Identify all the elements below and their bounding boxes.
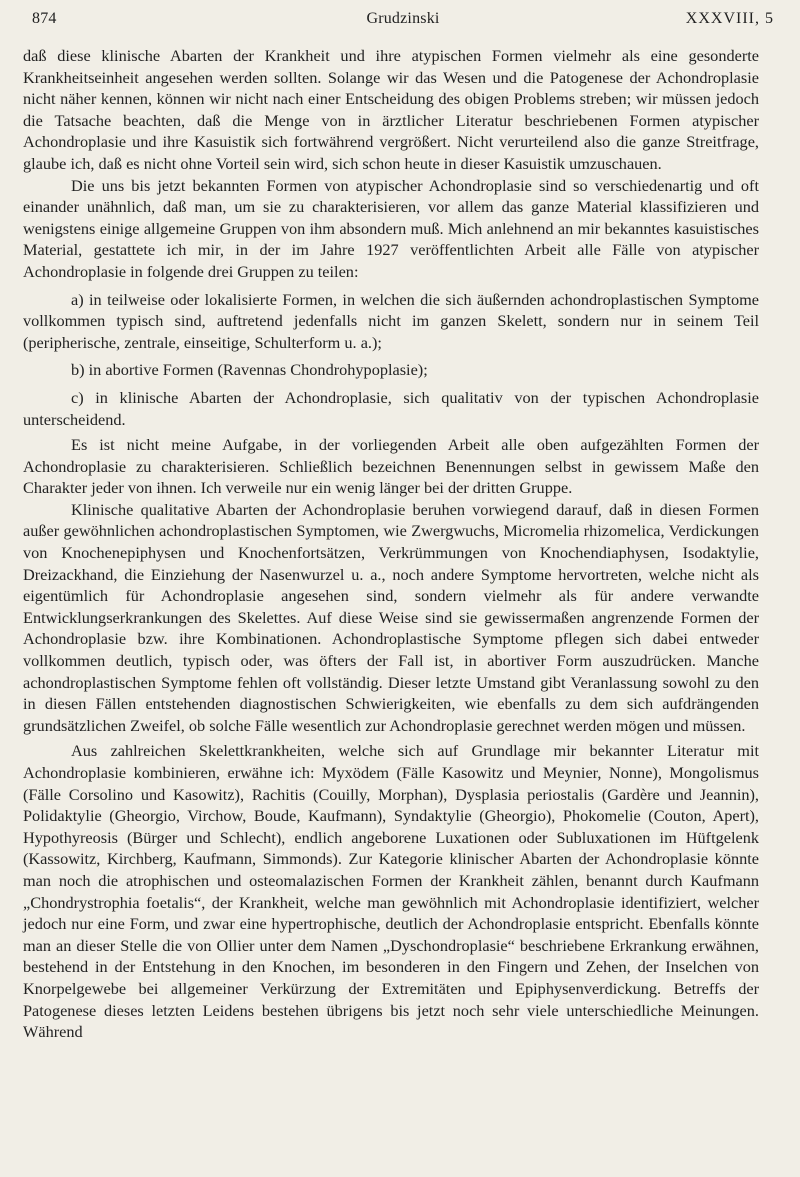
body-text [23, 45, 759, 1043]
paragraph: daß diese klinische Abarten der Krankheit und ihre atypischen Formen vielmehr als eine gesonderte Krankheitseinheit angesehen werden sollten. Solange wir das Wesen und die Patogenese der Achondroplasie nicht näher kennen, können wir nicht nach einer Entscheidung des obigen Problems streben; wir müssen jedoch die Tatsache beachten, daß die Menge von in ärztlicher Literatur beschriebenen Formen atypischer Achondroplasie und ihre Kasuistik sich fortwährend vergrößert. Nicht verurteilend also die ganze Streitfrage, glaube ich, daß es nicht ohne Vorteil sein wird, sich schon heute in dieser Kasuistik umzuschauen. [23, 46, 759, 173]
list-item: b) in abortive Formen (Ravennas Chondrohypoplasie); [71, 360, 428, 380]
volume-number: XXXVIII, 5 [685, 10, 774, 27]
list-item: a) in teilweise oder lokalisierte Formen, in welchen die sich äußernden achondroplastischen Symptome vollkommen typisch sind, auftretend jedenfalls nicht im ganzen Skelett, sondern nur in seinem Teil (peripherische, zentrale, einseitige, Schulterform u. a.); [23, 289, 759, 352]
list-item: c) in klinische Abarten der Achondroplasie, sich qualitativ von der typischen Achondroplasie unterscheidend. [23, 387, 759, 429]
paragraph: Aus zahlreichen Skelettkrankheiten, welche sich auf Grundlage mir bekannter Literatur mit Achondroplasie kombinieren, erwähne ich: Myxödem (Fälle Kasowitz und Meynier, Nonne), Mongolismus (Fälle Corsolino und Kasowitz), Rachitis (Couilly, Morphan), Dysplasia periostalis (Gardère und Jeannin), Polidaktylie (Gheorgio, Virchow, Boude, Kaufmann), Syndaktylie (Gheorgio), Phokomelie (Couton, Apert), Hypothyreosis (Bürger und Schlecht), endlich angeborene Luxationen oder Subluxationen im Hüftgelenk (Kassowitz, Kirchberg, Kaufmann, Simmonds). Zur Kategorie klinischer Abarten der Achondroplasie könnte man noch die atrophischen und osteomalazischen Formen der Krankheit zählen, benannt durch Kaufmann „Chondrystrophia foetalis“, der Krankheit, welche man gewöhnlich mit Achondroplasie identifiziert, welcher jedoch nur eine Form, und zwar eine hypertrophische, deutlich der Achondroplasie entspricht. Ebenfalls könnte man an dieser Stelle die von Ollier unter dem Namen „Dyschondroplasie“ beschriebene Erkrankung erwähnen, bestehend in der Entstehung in den Knochen, im besonderen in den Fingern und Zehen, der Inselchen von Knorpelgewebe bei allgemeiner Verkürzung der Extremitäten und Epiphysenverdickung. Betreffs der Patogenese dieses letzten Leidens bestehen übrigens bis jetzt noch sehr viele unterschiedliche Meinungen. Während [23, 741, 759, 1042]
paragraph: Klinische qualitative Abarten der Achondroplasie beruhen vorwiegend darauf, daß in diesen Formen außer gewöhnlichen achondroplastischen Symptomen, wie Zwergwuchs, Micromelia rhizomelica, Verdickungen von Knochenepiphysen und Knochenfortsätzen, Verkrümmungen von Knochendiaphysen, Isodaktylie, Dreizackhand, die Einziehung der Nasenwurzel u. a., noch andere Symptome hervortreten, welche nicht als eigentümlich für Achondroplasie angesehen sind, sondern vielmehr als für andere verwandte Entwicklungserkrankungen des Skelettes. Auf diese Weise sind sie gewissermaßen angrenzende Formen der Achondroplasie bzw. ihre Kombinationen. Achondroplastische Symptome pflegen sich dabei entweder vollkommen deutlich, typisch oder, was öfters der Fall ist, in abortiver Form auszudrücken. Manche achondroplastischen Symptome fehlen oft vollständig. Dieser letzte Umstand gibt Veranlassung sowohl zu den in diesen Fällen entstehenden diagnostischen Schwierigkeiten, wie ebenfalls zu dem sich aufdrängenden grundsätzlichen Zweifel, ob solche Fälle wesentlich zur Achondroplasie gerechnet werden mögen und müssen. [23, 499, 759, 735]
paragraph: Es ist nicht meine Aufgabe, in der vorliegenden Arbeit alle oben aufgezählten Formen der Achondroplasie zu charakterisieren. Schließlich bezeichnen Benennungen selbst in gewissem Maße den Charakter jeder von ihnen. Ich verweile nur ein wenig länger bei der dritten Gruppe. [23, 435, 759, 498]
running-author: Grudzinski [366, 10, 440, 27]
paragraph: Die uns bis jetzt bekannten Formen von atypischer Achondroplasie sind so verschiedenartig und oft einander unähnlich, daß man, um sie zu charakterisieren, vor allem das ganze Material klassifizieren und wenigstens einige allgemeine Gruppen von ihm absondern muß. Mich anlehnend an mir bekanntes kasuistisches Material, gestattete ich mir, in der im Jahre 1927 veröffentlichten Arbeit alle Fälle von atypischer Achondroplasie in folgende drei Gruppen zu teilen: [23, 175, 759, 281]
running-header [32, 10, 774, 32]
page-number: 874 [32, 10, 57, 27]
